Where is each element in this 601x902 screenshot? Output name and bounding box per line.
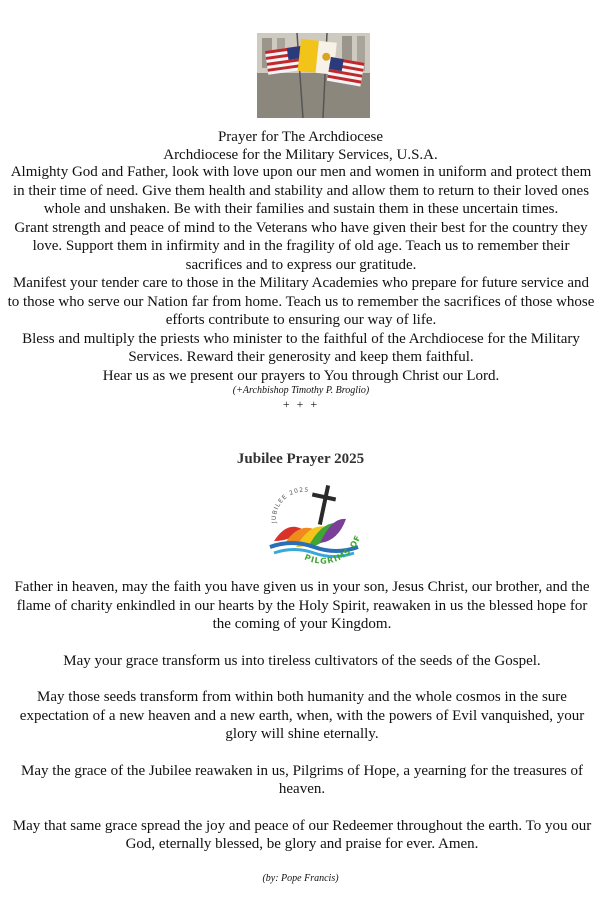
svg-text:JUBILEE 2025 [271, 487, 310, 525]
prayer1-attribution: (+Archbishop Timothy P. Broglio) [232, 385, 370, 396]
logo-text-bottom: PILGRIMS OF [303, 533, 363, 566]
prayer2-paragraph: Father in heaven, may the faith you have given us in your son, Jesus Christ, our brother, and the flame of charity enkindled in our hearts by the Holy Spirit, reawaken in us the blessed hope for the coming of your Kingdom. [14, 579, 590, 632]
prayer1-paragraph: Almighty God and Father, look with love upon our men and women in uniform and protect them in their time of need. Give them health and stability and allow them to return to their loved ones whole and unshaken. Be with their families and sustain them in these uncertain times. [10, 164, 592, 217]
prayer1-paragraph: Hear us as we present our prayers to You through Christ our Lord. [102, 367, 500, 384]
prayer2-paragraph: May that same grace spread the joy and peace of our Redeemer throughout the earth. To you our God, eternally blessed, be glory and praise for ever. Amen. [12, 817, 592, 852]
prayer1-paragraph: Grant strength and peace of mind to the Veterans who have given their best for the country they love. Support them in infirmity and in the fragility of old age. Teach us to remember their sacrifices and to express our gratitude. [14, 219, 588, 273]
jubilee-title: Jubilee Prayer 2025 [236, 451, 365, 467]
jubilee-prayer [8, 578, 596, 854]
title-block [0, 128, 601, 164]
logo-text-top: JUBILEE 2025 [270, 486, 310, 524]
prayer1-paragraph: Manifest your tender care to those in the Military Academies who prepare for future service and to those who serve our Nation far from home. Teach us to remember the sacrifices of those whose efforts contribute to ensuring our way of life. [7, 275, 595, 328]
prayer2-paragraph: May the grace of the Jubilee reawaken in us, Pilgrims of Hope, a yearning for the treasures of heaven. [21, 762, 583, 797]
jubilee-logo [262, 481, 382, 566]
jubilee-logo-image [262, 481, 382, 566]
prayer2-paragraph: May those seeds transform from within both humanity and the whole cosmos in the sure expectation of a new heaven and a new earth, when, with the powers of Evil vanquished, your glory will shine eternally. [19, 689, 585, 742]
prayer-title: Prayer for The Archdiocese [217, 129, 384, 145]
prayer2-paragraph: May your grace transform us into tireless cultivators of the seeds of the Gospel. [63, 652, 541, 669]
cross-separator: + + + [282, 397, 320, 411]
flags-image [257, 33, 370, 118]
flags-photo [257, 33, 370, 118]
prayer2-attribution: (by: Pope Francis) [262, 873, 339, 884]
archdiocese-prayer [6, 163, 596, 411]
prayer-subtitle: Archdiocese for the Military Services, U.S.A. [163, 147, 438, 163]
prayer1-paragraph: Bless and multiply the priests who minister to the faithful of the Archdiocese for the Military Services. Reward their generosity and keep them faithful. [22, 330, 580, 365]
